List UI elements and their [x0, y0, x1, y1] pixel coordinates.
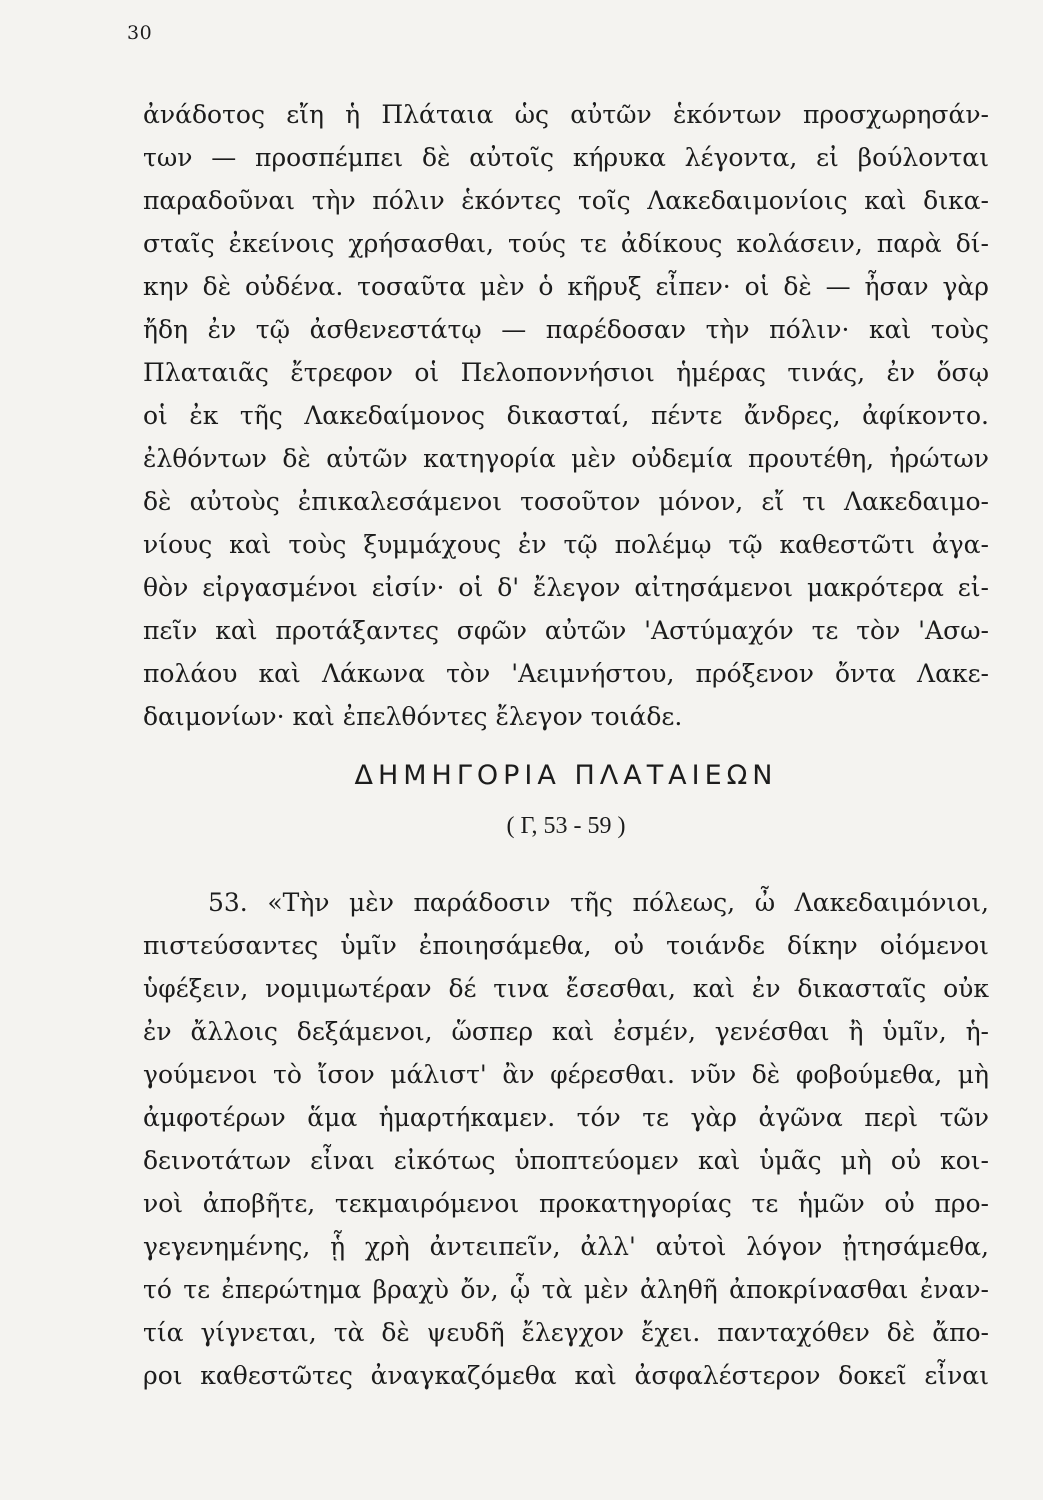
text-line: ροι καθεστῶτες ἀναγκαζόμεθα καὶ ἀσφαλέστερον δοκεῖ εἶναι [143, 1361, 989, 1390]
text-line: παραδοῦναι τὴν πόλιν ἑκόντες τοῖς Λακεδαιμονίοις καὶ δικα- [143, 186, 989, 215]
text-line: ἐν ἄλλοις δεξάμενοι, ὥσπερ καὶ ἐσμέν, γενέσθαι ἢ ὑμῖν, ἡ- [143, 1017, 989, 1046]
text-line: δαιμονίων· καὶ ἐπελθόντες ἔλεγον τοιάδε. [143, 702, 683, 731]
text-line: θὸν εἰργασμένοι εἰσίν· οἱ δ' ἔλεγον αἰτησάμενοι μακρότερα εἰ- [143, 573, 989, 602]
text-line: πεῖν καὶ προτάξαντες σφῶν αὐτῶν 'Αστύμαχόν τε τὸν 'Ασω- [143, 616, 989, 645]
text-line: κην δὲ οὐδένα. τοσαῦτα μὲν ὁ κῆρυξ εἶπεν· οἱ δὲ — ἦσαν γὰρ [143, 272, 989, 301]
text-line: Πλαταιᾶς ἔτρεφον οἱ Πελοποννήσιοι ἡμέρας τινάς, ἐν ὅσῳ [143, 358, 989, 387]
text-line: γεγενημένης, ᾗ χρὴ ἀντειπεῖν, ἀλλ' αὐτοὶ λόγον ᾐτησάμεθα, [143, 1232, 989, 1261]
text-line: ἤδη ἐν τῷ ἀσθενεστάτῳ — παρέδοσαν τὴν πόλιν· καὶ τοὺς [143, 315, 989, 344]
text-line: σταῖς ἐκείνοις χρήσασθαι, τούς τε ἀδίκους κολάσειν, παρὰ δί- [143, 229, 989, 258]
text-line: οἱ ἐκ τῆς Λακεδαίμονος δικασταί, πέντε ἄνδρες, ἀφίκοντο. [143, 401, 989, 430]
text-line: ἀμφοτέρων ἅμα ἡμαρτήκαμεν. τόν τε γὰρ ἀγῶνα περὶ τῶν [143, 1103, 989, 1132]
text-line: δεινοτάτων εἶναι εἰκότως ὑποπτεύομεν καὶ ὑμᾶς μὴ οὐ κοι- [143, 1146, 989, 1175]
text-line: γούμενοι τὸ ἴσον μάλιστ' ἂν φέρεσθαι. νῦν δὲ φοβούμεθα, μὴ [143, 1060, 989, 1089]
text-line: τό τε ἐπερώτημα βραχὺ ὄν, ᾧ τὰ μὲν ἀληθῆ ἀποκρίνασθαι ἐναν- [143, 1275, 989, 1304]
text-line: νίους καὶ τοὺς ξυμμάχους ἐν τῷ πολέμῳ τῷ καθεστῶτι ἀγα- [143, 530, 989, 559]
text-line: ἀνάδοτος εἴη ἡ Πλάταια ὡς αὐτῶν ἑκόντων προσχωρησάν- [143, 100, 989, 129]
text-line: πιστεύσαντες ὑμῖν ἐποιησάμεθα, οὐ τοιάνδε δίκην οἰόμενοι [143, 931, 989, 960]
text-line: των — προσπέμπει δὲ αὐτοῖς κήρυκα λέγοντα, εἰ βούλονται [143, 143, 989, 172]
page-number: 30 [127, 22, 153, 44]
text-line: ἐλθόντων δὲ αὐτῶν κατηγορία μὲν οὐδεμία προυτέθη, ἠρώτων [143, 444, 989, 473]
text-line: τία γίγνεται, τὰ δὲ ψευδῆ ἔλεγχον ἔχει. πανταχόθεν δὲ ἄπο- [143, 1318, 989, 1347]
speech-reference: ( Γ, 53 - 59 ) [506, 813, 626, 839]
text-line: νοὶ ἀποβῆτε, τεκμαιρόμενοι προκατηγορίας τε ἡμῶν οὐ προ- [143, 1189, 989, 1218]
speech-heading: ΔΗΜΗΓΟΡΙΑ ΠΛΑΤΑΙΕΩΝ [354, 760, 778, 791]
section-number: 53. [208, 888, 248, 917]
text-line: δὲ αὐτοὺς ἐπικαλεσάμενοι τοσοῦτον μόνον, εἴ τι Λακεδαιμο- [143, 487, 989, 516]
text-line: ὑφέξειν, νομιμωτέραν δέ τινα ἔσεσθαι, καὶ ἐν δικασταῖς οὐκ [143, 974, 989, 1003]
text-line: πολάου καὶ Λάκωνα τὸν 'Αειμνήστου, πρόξενον ὄντα Λακε- [143, 659, 989, 688]
text-span: «Τὴν μὲν παράδοσιν τῆς πόλεως, ὦ Λακεδαιμόνιοι, [267, 888, 989, 917]
text-line [208, 883, 989, 923]
